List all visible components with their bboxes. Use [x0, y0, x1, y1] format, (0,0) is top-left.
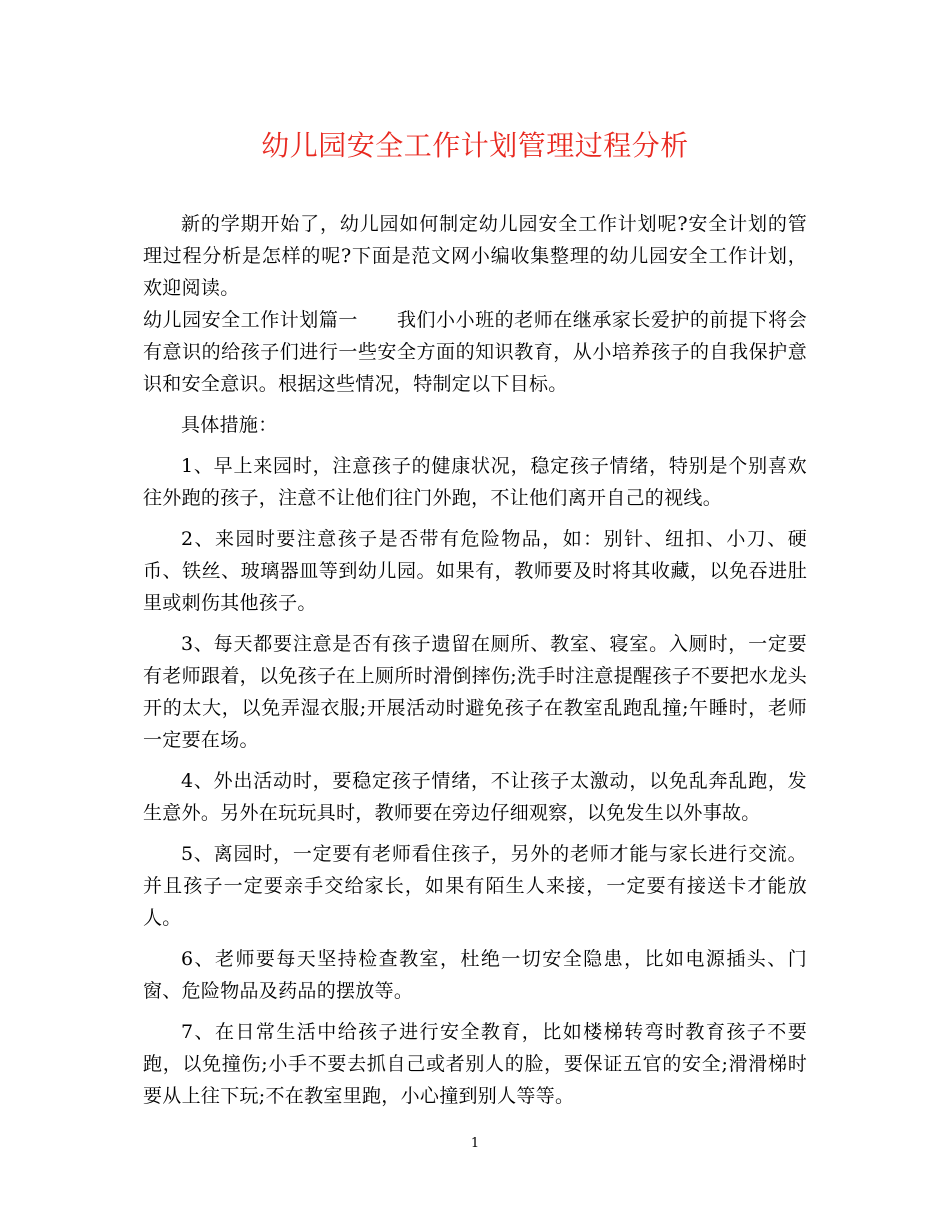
measure-item-6: 6、老师要每天坚持检查教室，杜绝一切安全隐患，比如电源插头、门窗、危险物品及药品的摆放等。 [143, 948, 807, 1002]
measure-item-7: 7、在日常生活中给孩子进行安全教育，比如楼梯转弯时教育孩子不要跑，以免撞伤;小手不要去抓自己或者别人的脸，要保证五官的安全;滑滑梯时要从上往下玩;不在教室里跑，小心撞到别人等等。 [143, 1021, 807, 1107]
measure-item-3: 3、每天都要注意是否有孩子遗留在厕所、教室、寝室。入厕时，一定要有老师跟着，以免孩子在上厕所时滑倒摔伤;洗手时注意提醒孩子不要把水龙头开的太大，以免弄湿衣服;开展活动时避免孩子在教室乱跑乱撞;午睡时，老师一定要在场。 [143, 633, 807, 751]
measure-item-5: 5、离园时，一定要有老师看住孩子，另外的老师才能与家长进行交流。并且孩子一定要亲手交给家长，如果有陌生人来接，一定要有接送卡才能放人。 [143, 843, 807, 929]
measure-item-4: 4、外出活动时，要稳定孩子情绪，不让孩子太激动，以免乱奔乱跑，发生意外。另外在玩玩具时，教师要在旁边仔细观察，以免发生以外事故。 [143, 770, 807, 824]
intro-paragraph: 新的学期开始了，幼儿园如何制定幼儿园安全工作计划呢?安全计划的管理过程分析是怎样的呢?下面是范文网小编收集整理的幼儿园安全工作计划，欢迎阅读。 [143, 213, 807, 299]
measures-heading: 具体措施： [181, 414, 278, 436]
section-lead-paragraph: 幼儿园安全工作计划篇一 我们小小班的老师在继承家长爱护的前提下将会有意识的给孩子们进行一些安全方面的知识教育，从小培养孩子的自我保护意识和安全意识。根据这些情况，特制定以下目标。 [143, 309, 807, 395]
measure-item-1: 1、早上来园时，注意孩子的健康状况，稳定孩子情绪，特别是个别喜欢往外跑的孩子，注意不让他们往门外跑，不让他们离开自己的视线。 [143, 455, 807, 509]
document-body [143, 208, 807, 1121]
page-number: 1 [470, 1136, 480, 1151]
measure-item-2: 2、来园时要注意孩子是否带有危险物品，如：别针、纽扣、小刀、硬币、铁丝、玻璃器皿等到幼儿园。如果有，教师要及时将其收藏，以免吞进肚里或刺伤其他孩子。 [143, 528, 807, 614]
document-title: 幼儿园安全工作计划管理过程分析 [261, 129, 689, 162]
